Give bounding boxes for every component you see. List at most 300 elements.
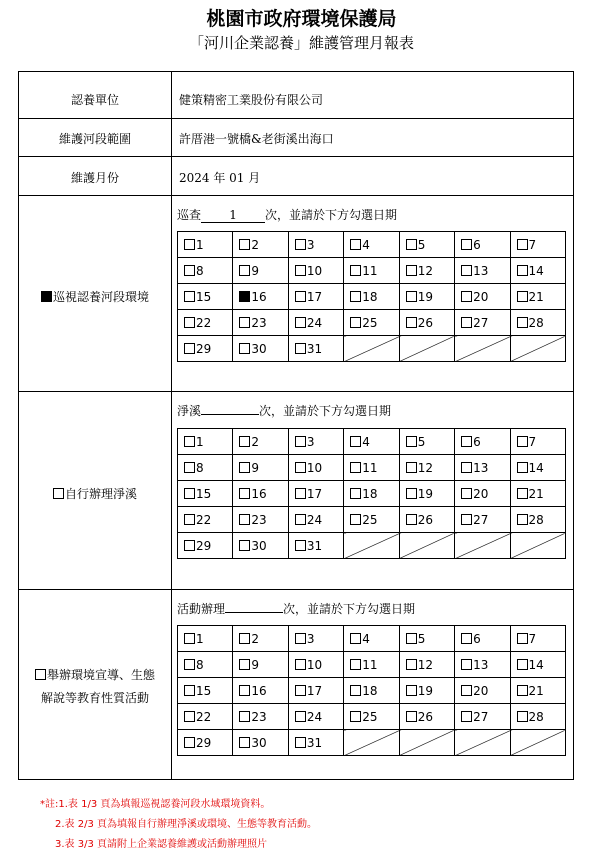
day-cell[interactable] <box>288 652 343 678</box>
day-checkbox[interactable] <box>406 239 417 250</box>
day-label: 1 <box>196 434 204 449</box>
day-checkbox[interactable] <box>461 317 472 328</box>
day-checkbox[interactable] <box>517 514 528 525</box>
day-checkbox[interactable] <box>517 711 528 722</box>
date-row <box>178 652 566 678</box>
day-label: 6 <box>473 237 481 252</box>
day-cell[interactable] <box>399 284 454 310</box>
day-cell[interactable] <box>455 310 510 336</box>
empty-cell <box>510 730 565 756</box>
day-label: 24 <box>306 315 323 330</box>
month-label: 維護月份 <box>70 171 119 185</box>
day-cell[interactable] <box>344 704 399 730</box>
day-checkbox[interactable] <box>295 291 306 302</box>
day-label: 30 <box>251 735 267 750</box>
day-cell[interactable] <box>233 232 288 258</box>
day-checkbox[interactable] <box>295 685 306 696</box>
activity-section-checkbox[interactable] <box>35 669 46 680</box>
day-label: 7 <box>528 434 537 449</box>
day-label: 18 <box>362 683 378 698</box>
day-cell[interactable] <box>344 258 399 284</box>
day-cell[interactable] <box>455 678 510 704</box>
day-checkbox[interactable] <box>461 711 472 722</box>
day-label: 9 <box>251 263 260 278</box>
day-checkbox[interactable] <box>184 711 195 722</box>
day-label: 6 <box>473 631 481 646</box>
day-cell[interactable] <box>455 429 510 455</box>
day-checkbox[interactable] <box>517 239 528 250</box>
day-label: 15 <box>196 486 212 501</box>
day-label: 13 <box>473 263 489 278</box>
day-checkbox[interactable] <box>517 291 528 302</box>
day-checkbox[interactable] <box>295 633 306 644</box>
day-label: 17 <box>306 683 323 698</box>
day-checkbox[interactable] <box>461 488 472 499</box>
day-label: 25 <box>362 709 378 724</box>
day-label: 12 <box>417 657 433 672</box>
day-cell[interactable] <box>178 704 233 730</box>
day-checkbox[interactable] <box>350 633 361 644</box>
day-checkbox[interactable] <box>239 737 250 748</box>
empty-cell <box>344 730 399 756</box>
day-label: 2 <box>251 631 260 646</box>
day-label: 12 <box>417 263 433 278</box>
day-cell[interactable] <box>288 429 343 455</box>
day-cell[interactable] <box>288 730 343 756</box>
day-cell[interactable] <box>399 310 454 336</box>
day-checkbox[interactable] <box>406 711 417 722</box>
day-label: 10 <box>306 460 323 475</box>
day-label: 27 <box>473 315 489 330</box>
day-checkbox[interactable] <box>239 488 250 499</box>
day-label: 13 <box>473 460 489 475</box>
empty-cell <box>399 730 454 756</box>
day-cell[interactable] <box>233 730 288 756</box>
day-checkbox[interactable] <box>184 514 195 525</box>
day-checkbox[interactable] <box>350 659 361 670</box>
day-checkbox[interactable] <box>350 462 361 473</box>
day-label: 17 <box>306 289 323 304</box>
patrol-count-line: 巡查 1 次，並請於下方勾選日期 <box>177 208 398 222</box>
day-cell[interactable] <box>510 232 565 258</box>
day-cell[interactable] <box>344 678 399 704</box>
day-label: 27 <box>473 709 489 724</box>
day-label: 21 <box>528 683 544 698</box>
day-checkbox[interactable] <box>517 317 528 328</box>
day-cell[interactable] <box>510 626 565 652</box>
day-checkbox[interactable] <box>295 317 306 328</box>
empty-cell <box>510 533 565 559</box>
day-cell[interactable] <box>288 507 343 533</box>
day-cell[interactable] <box>344 232 399 258</box>
day-label: 22 <box>196 315 212 330</box>
day-checkbox[interactable] <box>517 488 528 499</box>
day-label: 15 <box>196 683 212 698</box>
report-form <box>18 71 574 780</box>
day-cell[interactable] <box>233 652 288 678</box>
page-subtitle: 「河川企業認養」維護管理月報表 <box>188 34 414 52</box>
day-cell[interactable] <box>178 481 233 507</box>
date-row <box>178 704 566 730</box>
day-label: 1 <box>196 237 204 252</box>
day-cell[interactable] <box>344 455 399 481</box>
day-cell[interactable] <box>288 704 343 730</box>
day-cell[interactable] <box>344 310 399 336</box>
day-checkbox[interactable] <box>295 540 306 551</box>
day-checkbox[interactable] <box>184 265 195 276</box>
day-checkbox[interactable] <box>239 711 250 722</box>
day-checkbox[interactable] <box>239 436 250 447</box>
day-label: 4 <box>362 237 370 252</box>
day-cell[interactable] <box>510 455 565 481</box>
day-checkbox[interactable] <box>350 488 361 499</box>
day-label: 26 <box>417 512 433 527</box>
note-3: 3.表 3/3 頁請附上企業認養維護或活動辦理照片 <box>55 839 267 850</box>
day-checkbox[interactable] <box>184 291 195 302</box>
day-cell[interactable] <box>233 455 288 481</box>
day-checkbox[interactable] <box>350 291 361 302</box>
day-label: 5 <box>417 237 426 252</box>
activity-count[interactable] <box>225 612 283 613</box>
day-checkbox[interactable] <box>517 633 528 644</box>
day-label: 23 <box>251 709 267 724</box>
day-cell[interactable] <box>455 232 510 258</box>
cleanup-section-label: 自行辦理淨溪 <box>19 483 171 506</box>
day-cell[interactable] <box>399 481 454 507</box>
day-checkbox[interactable] <box>239 265 250 276</box>
day-cell[interactable] <box>399 455 454 481</box>
day-cell[interactable] <box>178 310 233 336</box>
footnotes <box>40 795 317 855</box>
day-cell[interactable] <box>233 258 288 284</box>
day-label: 16 <box>251 683 267 698</box>
day-checkbox[interactable] <box>461 514 472 525</box>
day-label: 14 <box>528 263 544 278</box>
month-value: 2024 年 01 月 <box>179 171 261 185</box>
day-checkbox[interactable] <box>295 659 306 670</box>
day-checkbox[interactable] <box>350 685 361 696</box>
day-cell[interactable] <box>178 678 233 704</box>
day-label: 3 <box>306 434 315 449</box>
day-cell[interactable] <box>344 626 399 652</box>
day-cell[interactable] <box>178 730 233 756</box>
day-cell[interactable] <box>288 258 343 284</box>
day-label: 3 <box>306 237 315 252</box>
day-checkbox[interactable] <box>239 343 250 354</box>
day-label: 31 <box>306 538 323 553</box>
date-row <box>178 284 566 310</box>
day-checkbox[interactable] <box>295 737 306 748</box>
day-checkbox[interactable] <box>406 436 417 447</box>
day-checkbox[interactable] <box>461 239 472 250</box>
day-checkbox[interactable] <box>184 436 195 447</box>
day-checkbox[interactable] <box>295 711 306 722</box>
day-cell[interactable] <box>510 652 565 678</box>
day-label: 24 <box>306 512 323 527</box>
day-cell[interactable] <box>288 232 343 258</box>
cleanup-count[interactable] <box>201 414 259 415</box>
day-checkbox[interactable] <box>295 343 306 354</box>
day-checkbox[interactable] <box>517 265 528 276</box>
day-cell[interactable] <box>455 284 510 310</box>
day-label: 19 <box>417 289 433 304</box>
day-label: 20 <box>473 486 489 501</box>
day-checkbox[interactable] <box>517 659 528 670</box>
day-cell[interactable] <box>455 481 510 507</box>
day-checkbox[interactable] <box>239 291 250 302</box>
day-label: 4 <box>362 631 370 646</box>
day-cell[interactable] <box>510 481 565 507</box>
day-checkbox[interactable] <box>406 659 417 670</box>
empty-cell <box>399 336 454 362</box>
day-checkbox[interactable] <box>184 737 195 748</box>
day-checkbox[interactable] <box>350 514 361 525</box>
day-cell[interactable] <box>455 704 510 730</box>
day-label: 2 <box>251 237 260 252</box>
day-cell[interactable] <box>399 429 454 455</box>
patrol-section-checkbox[interactable] <box>41 291 52 302</box>
day-label: 26 <box>417 315 433 330</box>
day-label: 11 <box>362 657 378 672</box>
cleanup-count-line: 淨溪 次，並請於下方勾選日期 <box>177 404 392 418</box>
day-checkbox[interactable] <box>406 462 417 473</box>
day-checkbox[interactable] <box>239 685 250 696</box>
day-label: 9 <box>251 460 260 475</box>
day-cell[interactable] <box>510 258 565 284</box>
empty-cell <box>510 336 565 362</box>
day-cell[interactable] <box>510 678 565 704</box>
day-cell[interactable] <box>178 533 233 559</box>
day-label: 3 <box>306 631 315 646</box>
day-cell[interactable] <box>178 232 233 258</box>
day-checkbox[interactable] <box>406 265 417 276</box>
day-checkbox[interactable] <box>406 685 417 696</box>
day-label: 10 <box>306 657 323 672</box>
day-label: 16 <box>251 289 267 304</box>
day-label: 8 <box>196 657 204 672</box>
day-cell[interactable] <box>399 704 454 730</box>
day-cell[interactable] <box>288 533 343 559</box>
day-cell[interactable] <box>344 652 399 678</box>
day-cell[interactable] <box>178 284 233 310</box>
empty-cell <box>455 336 510 362</box>
date-row <box>178 336 566 362</box>
day-label: 29 <box>196 538 212 553</box>
day-checkbox[interactable] <box>406 488 417 499</box>
day-checkbox[interactable] <box>239 514 250 525</box>
day-checkbox[interactable] <box>461 633 472 644</box>
day-label: 21 <box>528 486 544 501</box>
range-value: 許厝港一號橋&老街溪出海口 <box>179 132 334 146</box>
day-label: 29 <box>196 735 212 750</box>
day-checkbox[interactable] <box>184 462 195 473</box>
date-row <box>178 258 566 284</box>
range-label: 維護河段範圍 <box>58 132 131 146</box>
day-checkbox[interactable] <box>239 540 250 551</box>
day-checkbox[interactable] <box>239 239 250 250</box>
day-cell[interactable] <box>233 626 288 652</box>
day-label: 28 <box>528 512 544 527</box>
day-checkbox[interactable] <box>184 343 195 354</box>
activity-section-label: 舉辦環境宣導、生態 解說等教育性質活動 <box>19 664 171 710</box>
day-label: 10 <box>306 263 323 278</box>
day-checkbox[interactable] <box>517 436 528 447</box>
day-checkbox[interactable] <box>184 488 195 499</box>
day-cell[interactable] <box>455 652 510 678</box>
day-cell[interactable] <box>288 336 343 362</box>
day-cell[interactable] <box>510 310 565 336</box>
day-label: 7 <box>528 237 537 252</box>
day-cell[interactable] <box>178 507 233 533</box>
day-cell[interactable] <box>399 232 454 258</box>
day-checkbox[interactable] <box>239 659 250 670</box>
day-checkbox[interactable] <box>184 633 195 644</box>
date-row <box>178 429 566 455</box>
day-checkbox[interactable] <box>184 659 195 670</box>
day-checkbox[interactable] <box>295 514 306 525</box>
day-cell[interactable] <box>288 455 343 481</box>
day-checkbox[interactable] <box>184 239 195 250</box>
day-checkbox[interactable] <box>517 462 528 473</box>
day-checkbox[interactable] <box>184 540 195 551</box>
activity-count-line: 活動辦理 次，並請於下方勾選日期 <box>177 602 416 616</box>
date-row <box>178 507 566 533</box>
day-checkbox[interactable] <box>406 291 417 302</box>
day-checkbox[interactable] <box>239 462 250 473</box>
column-divider <box>171 72 172 779</box>
day-label: 26 <box>417 709 433 724</box>
day-cell[interactable] <box>344 284 399 310</box>
day-checkbox[interactable] <box>295 239 306 250</box>
day-cell[interactable] <box>455 507 510 533</box>
empty-cell <box>455 730 510 756</box>
day-cell[interactable] <box>178 258 233 284</box>
unit-label: 認養單位 <box>70 93 119 107</box>
day-label: 30 <box>251 538 267 553</box>
day-checkbox[interactable] <box>350 265 361 276</box>
day-cell[interactable] <box>233 310 288 336</box>
day-cell[interactable] <box>510 284 565 310</box>
day-cell[interactable] <box>399 678 454 704</box>
day-cell[interactable] <box>178 336 233 362</box>
day-checkbox[interactable] <box>239 633 250 644</box>
day-checkbox[interactable] <box>350 711 361 722</box>
day-cell[interactable] <box>399 507 454 533</box>
day-label: 6 <box>473 434 481 449</box>
day-label: 21 <box>528 289 544 304</box>
day-checkbox[interactable] <box>184 685 195 696</box>
day-checkbox[interactable] <box>350 239 361 250</box>
day-cell[interactable] <box>344 507 399 533</box>
day-cell[interactable] <box>233 481 288 507</box>
day-checkbox[interactable] <box>517 685 528 696</box>
day-cell[interactable] <box>510 429 565 455</box>
day-label: 11 <box>362 263 378 278</box>
day-label: 8 <box>196 263 204 278</box>
day-label: 15 <box>196 289 212 304</box>
day-label: 5 <box>417 631 426 646</box>
empty-cell <box>344 336 399 362</box>
day-checkbox[interactable] <box>350 317 361 328</box>
day-checkbox[interactable] <box>461 265 472 276</box>
day-cell[interactable] <box>233 507 288 533</box>
day-checkbox[interactable] <box>461 291 472 302</box>
day-cell[interactable] <box>288 284 343 310</box>
day-checkbox[interactable] <box>461 436 472 447</box>
day-label: 14 <box>528 460 544 475</box>
day-label: 2 <box>251 434 260 449</box>
day-cell[interactable] <box>510 704 565 730</box>
day-checkbox[interactable] <box>406 514 417 525</box>
day-checkbox[interactable] <box>295 462 306 473</box>
day-cell[interactable] <box>288 678 343 704</box>
day-cell[interactable] <box>399 626 454 652</box>
day-cell[interactable] <box>178 652 233 678</box>
day-label: 23 <box>251 315 267 330</box>
day-cell[interactable] <box>399 258 454 284</box>
patrol-date-grid <box>177 231 566 362</box>
day-checkbox[interactable] <box>184 317 195 328</box>
day-cell[interactable] <box>233 429 288 455</box>
day-cell[interactable] <box>288 626 343 652</box>
day-checkbox[interactable] <box>295 488 306 499</box>
day-label: 11 <box>362 460 378 475</box>
day-checkbox[interactable] <box>461 659 472 670</box>
day-cell[interactable] <box>455 626 510 652</box>
day-label: 18 <box>362 486 378 501</box>
patrol-section-label: 巡視認養河段環境 <box>19 286 171 309</box>
page-title: 桃園市政府環境保護局 <box>206 8 397 30</box>
day-checkbox[interactable] <box>295 265 306 276</box>
patrol-count[interactable]: 1 <box>201 208 265 223</box>
day-label: 1 <box>196 631 204 646</box>
day-cell[interactable] <box>178 626 233 652</box>
day-cell[interactable] <box>288 481 343 507</box>
date-row <box>178 626 566 652</box>
day-checkbox[interactable] <box>239 317 250 328</box>
day-cell[interactable] <box>233 336 288 362</box>
day-cell[interactable] <box>178 429 233 455</box>
day-cell[interactable] <box>178 455 233 481</box>
day-label: 27 <box>473 512 489 527</box>
day-cell[interactable] <box>233 284 288 310</box>
date-row <box>178 481 566 507</box>
day-checkbox[interactable] <box>295 436 306 447</box>
day-cell[interactable] <box>399 652 454 678</box>
day-label: 8 <box>196 460 204 475</box>
day-checkbox[interactable] <box>350 436 361 447</box>
day-label: 20 <box>473 289 489 304</box>
day-cell[interactable] <box>455 455 510 481</box>
day-cell[interactable] <box>233 678 288 704</box>
day-label: 31 <box>306 341 323 356</box>
day-cell[interactable] <box>233 533 288 559</box>
day-checkbox[interactable] <box>461 462 472 473</box>
date-row <box>178 533 566 559</box>
day-checkbox[interactable] <box>461 685 472 696</box>
day-label: 7 <box>528 631 537 646</box>
cleanup-section-checkbox[interactable] <box>53 488 64 499</box>
day-label: 14 <box>528 657 544 672</box>
day-cell[interactable] <box>344 429 399 455</box>
day-cell[interactable] <box>510 507 565 533</box>
day-cell[interactable] <box>455 258 510 284</box>
day-cell[interactable] <box>233 704 288 730</box>
day-checkbox[interactable] <box>406 317 417 328</box>
day-checkbox[interactable] <box>406 633 417 644</box>
day-cell[interactable] <box>344 481 399 507</box>
day-cell[interactable] <box>288 310 343 336</box>
